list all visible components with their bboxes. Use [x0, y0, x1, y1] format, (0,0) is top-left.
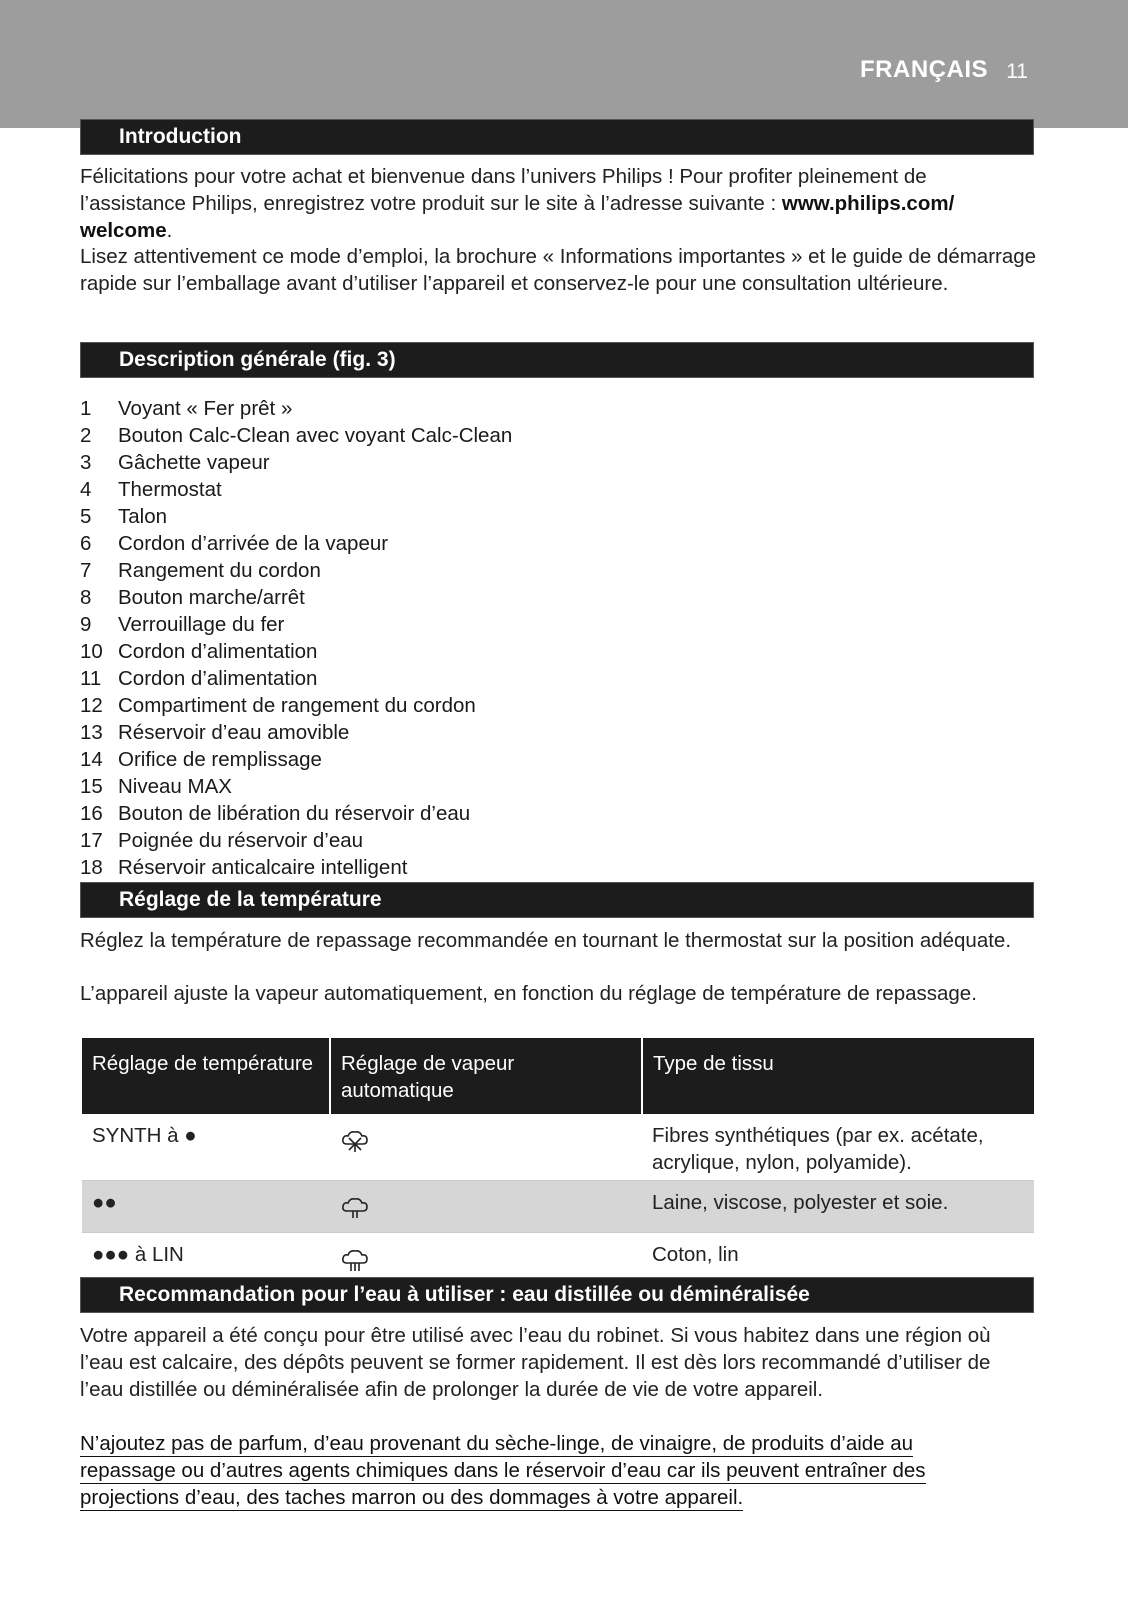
temp-setting-cell: ●●● à LIN [92, 1242, 184, 1266]
water-paragraph: Votre appareil a été conçu pour être utilisé avec l’eau du robinet. Si vous habitez dans une région où l’eau est calcaire, des dépôts peuvent se former rapidement. Il est dès lors recommandé d’utiliser de l’eau distillée ou déminéralisée afin de prolonger la durée de vie de votre appareil. [80, 1324, 991, 1401]
part-number: 3 [80, 451, 92, 474]
temp-setting-cell: ●● [92, 1190, 117, 1214]
list-item [80, 719, 780, 746]
part-number: 6 [80, 532, 92, 555]
fabric-type-cell: Fibres synthétiques (par ex. acétate, acrylique, nylon, polyamide). [652, 1124, 984, 1174]
list-item [80, 665, 780, 692]
high-steam-icon [340, 1249, 370, 1275]
part-label: Bouton marche/arrêt [118, 586, 305, 609]
list-item [80, 503, 780, 530]
parts-list [80, 395, 780, 881]
part-label: Poignée du réservoir d’eau [118, 829, 364, 852]
part-label: Compartiment de rangement du cordon [118, 694, 476, 717]
part-number: 14 [80, 748, 103, 771]
table-row [82, 1114, 1034, 1180]
part-number: 10 [80, 640, 103, 663]
part-label: Verrouillage du fer [118, 613, 285, 636]
list-item [80, 800, 780, 827]
steam-setting-cell [330, 1114, 642, 1180]
list-item [80, 611, 780, 638]
part-label: Voyant « Fer prêt » [118, 397, 293, 420]
section-title-description: Description générale (fig. 3) [80, 342, 1034, 378]
table-header-row [82, 1038, 1034, 1114]
section-title-temperature: Réglage de la température [80, 882, 1034, 918]
list-item [80, 827, 780, 854]
list-item [80, 557, 780, 584]
steam-setting-cell [330, 1180, 642, 1232]
part-number: 11 [80, 667, 102, 690]
temp-setting-cell: SYNTH à ● [92, 1124, 197, 1147]
header-temp-setting: Réglage de température [92, 1052, 314, 1075]
part-label: Cordon d’arrivée de la vapeur [118, 532, 389, 555]
part-number: 5 [80, 505, 92, 528]
part-label: Bouton de libération du réservoir d’eau [118, 802, 471, 825]
part-number: 13 [80, 721, 103, 744]
part-number: 1 [80, 397, 92, 420]
part-number: 15 [80, 775, 103, 798]
page-number: 11 [1006, 60, 1028, 83]
part-label: Bouton Calc-Clean avec voyant Calc-Clean [118, 424, 513, 447]
list-item [80, 530, 780, 557]
part-number: 17 [80, 829, 103, 852]
water-warning [80, 1430, 1000, 1511]
fabric-type-cell: Laine, viscose, polyester et soie. [652, 1190, 949, 1214]
part-label: Orifice de remplissage [118, 748, 322, 771]
part-label: Gâchette vapeur [118, 451, 270, 474]
part-label: Talon [118, 505, 168, 528]
intro-paragraph-1 [80, 163, 1038, 244]
header-steam-setting: Réglage de vapeur automatique [330, 1038, 642, 1114]
part-number: 4 [80, 478, 92, 501]
fabric-type-cell: Coton, lin [652, 1242, 739, 1266]
list-item [80, 638, 780, 665]
part-number: 16 [80, 802, 103, 825]
intro-period: . [166, 219, 173, 242]
part-number: 18 [80, 856, 103, 879]
part-label: Cordon d’alimentation [118, 640, 318, 663]
philips-link[interactable]: www.philips.com/ welcome [80, 192, 955, 242]
language-label: FRANÇAIS [860, 56, 988, 83]
part-label: Réservoir d’eau amovible [118, 721, 350, 744]
part-number: 2 [80, 424, 92, 447]
header-fabric-type: Type de tissu [642, 1038, 1034, 1114]
list-item [80, 476, 780, 503]
list-item [80, 746, 780, 773]
part-label: Niveau MAX [118, 775, 232, 798]
table-row [82, 1180, 1034, 1232]
part-label: Thermostat [118, 478, 222, 501]
part-number: 8 [80, 586, 92, 609]
medium-steam-icon [340, 1197, 370, 1223]
list-item [80, 692, 780, 719]
part-label: Rangement du cordon [118, 559, 321, 582]
part-number: 12 [80, 694, 103, 717]
list-item [80, 854, 780, 881]
section-title-water: Recommandation pour l’eau à utiliser : eau distillée ou déminéralisée [80, 1277, 1034, 1313]
part-label: Réservoir anticalcaire intelligent [118, 856, 408, 879]
list-item [80, 449, 780, 476]
water-warning-text: N’ajoutez pas de parfum, d’eau provenant du sèche-linge, de vinaigre, de produits d’aide au repassage ou d’autres agents chimiques dans le réservoir d’eau car ils peuvent entraîner des projections d’eau, des taches marron ou des dommages à votre appareil. [80, 1432, 926, 1509]
list-item [80, 773, 780, 800]
temperature-table [82, 1038, 1034, 1293]
intro-paragraph-2: Lisez attentivement ce mode d’emploi, la brochure « Informations importantes » et le guide de démarrage rapide sur l’emballage avant d’utiliser l’appareil et conservez-le pour une consultation ultérieure. [80, 245, 1037, 295]
intro-text: Félicitations pour votre achat et bienvenue dans l’univers Philips ! Pour profiter pleinement de l’assistance Philips, enregistrez votre produit sur le site à l’adresse suivante : [80, 165, 927, 215]
list-item [80, 395, 780, 422]
part-number: 9 [80, 613, 92, 636]
list-item [80, 584, 780, 611]
temperature-paragraph-1: Réglez la température de repassage recommandée en tournant le thermostat sur la position adéquate. [80, 929, 1012, 952]
low-steam-icon [340, 1130, 370, 1156]
part-number: 7 [80, 559, 92, 582]
list-item [80, 422, 780, 449]
section-title-introduction: Introduction [80, 119, 1034, 155]
part-label: Cordon d’alimentation [118, 667, 318, 690]
temperature-paragraph-2: L’appareil ajuste la vapeur automatiquement, en fonction du réglage de température de repassage. [80, 982, 977, 1005]
